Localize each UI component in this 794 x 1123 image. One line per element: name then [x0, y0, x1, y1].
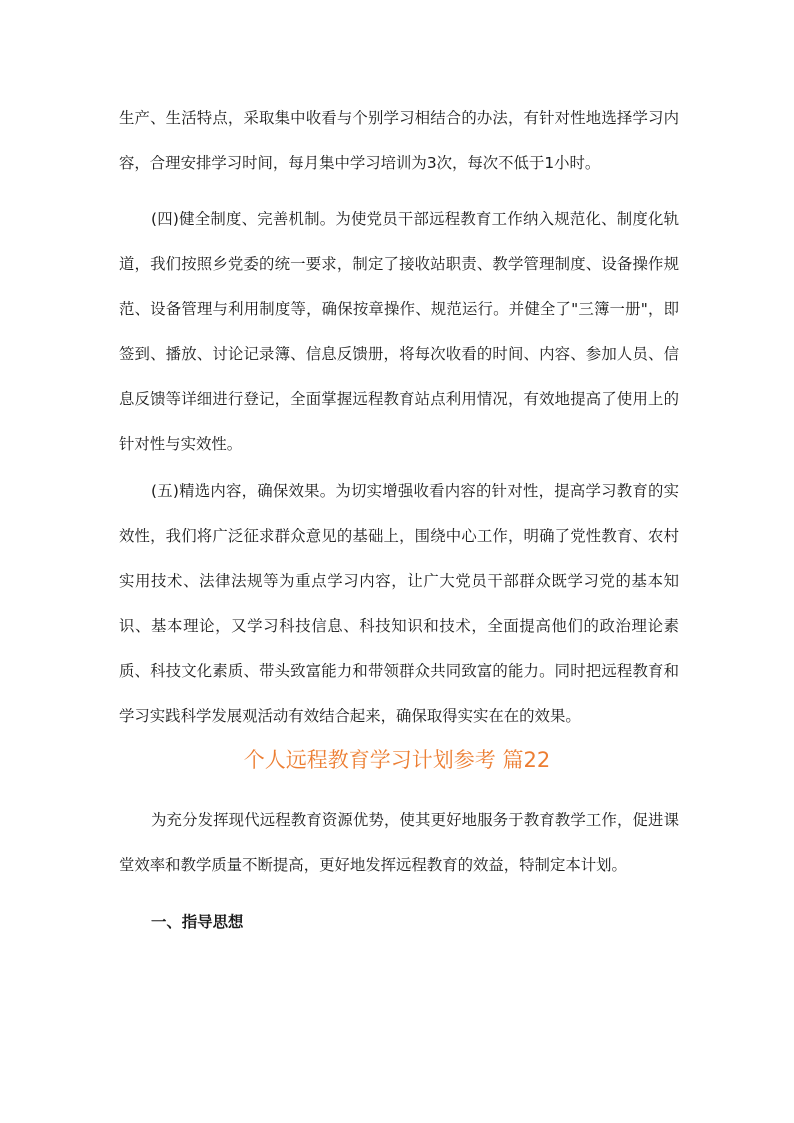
article-heading: 个人远程教育学习计划参考 篇22 — [243, 748, 551, 772]
paragraph-plan-intro: 为充分发挥现代远程教育资源优势，使其更好地服务于教育教学工作，促进课堂效率和教学质量不断提高，更好地发挥远程教育的效益，特制定本计划。 — [119, 811, 679, 874]
paragraph-system-mechanism: (四)健全制度、完善机制。为使党员干部远程教育工作纳入规范化、制度化轨道，我们按照乡党委的统一要求，制定了接收站职责、教学管理制度、设备操作规范、设备管理与利用制度等，确保按章操作、规范运行。并健全了"三簿一册"，即签到、播放、讨论记录簿、信息反馈册，将每次收看的时间、内容、参加人员、信息反馈等详细进行登记，全面掌握远程教育站点利用情况，有效地提高了使用上的针对性与实效性。 — [119, 210, 679, 453]
section-title-guiding-ideology: 一、指导思想 — [151, 913, 244, 931]
paragraph-content-selection: (五)精选内容，确保效果。为切实增强收看内容的针对性，提高学习教育的实效性，我们将广泛征求群众意见的基础上，围绕中心工作，明确了党性教育、农村实用技术、法律法规等为重点学习内容，让广大党员干部群众既学习党的基本知识、基本理论，又学习科技信息、科技知识和技术，全面提高他们的政治理论素质、科技文化素质、带头致富能力和带领群众共同致富的能力。同时把远程教育和学习实践科学发展观活动有效结合起来，确保取得实实在在的效果。 — [119, 482, 679, 725]
paragraph-study-arrangement: 生产、生活特点，采取集中收看与个别学习相结合的办法，有针对性地选择学习内容，合理安排学习时间，每月集中学习培训为3次，每次不低于1小时。 — [119, 109, 679, 172]
